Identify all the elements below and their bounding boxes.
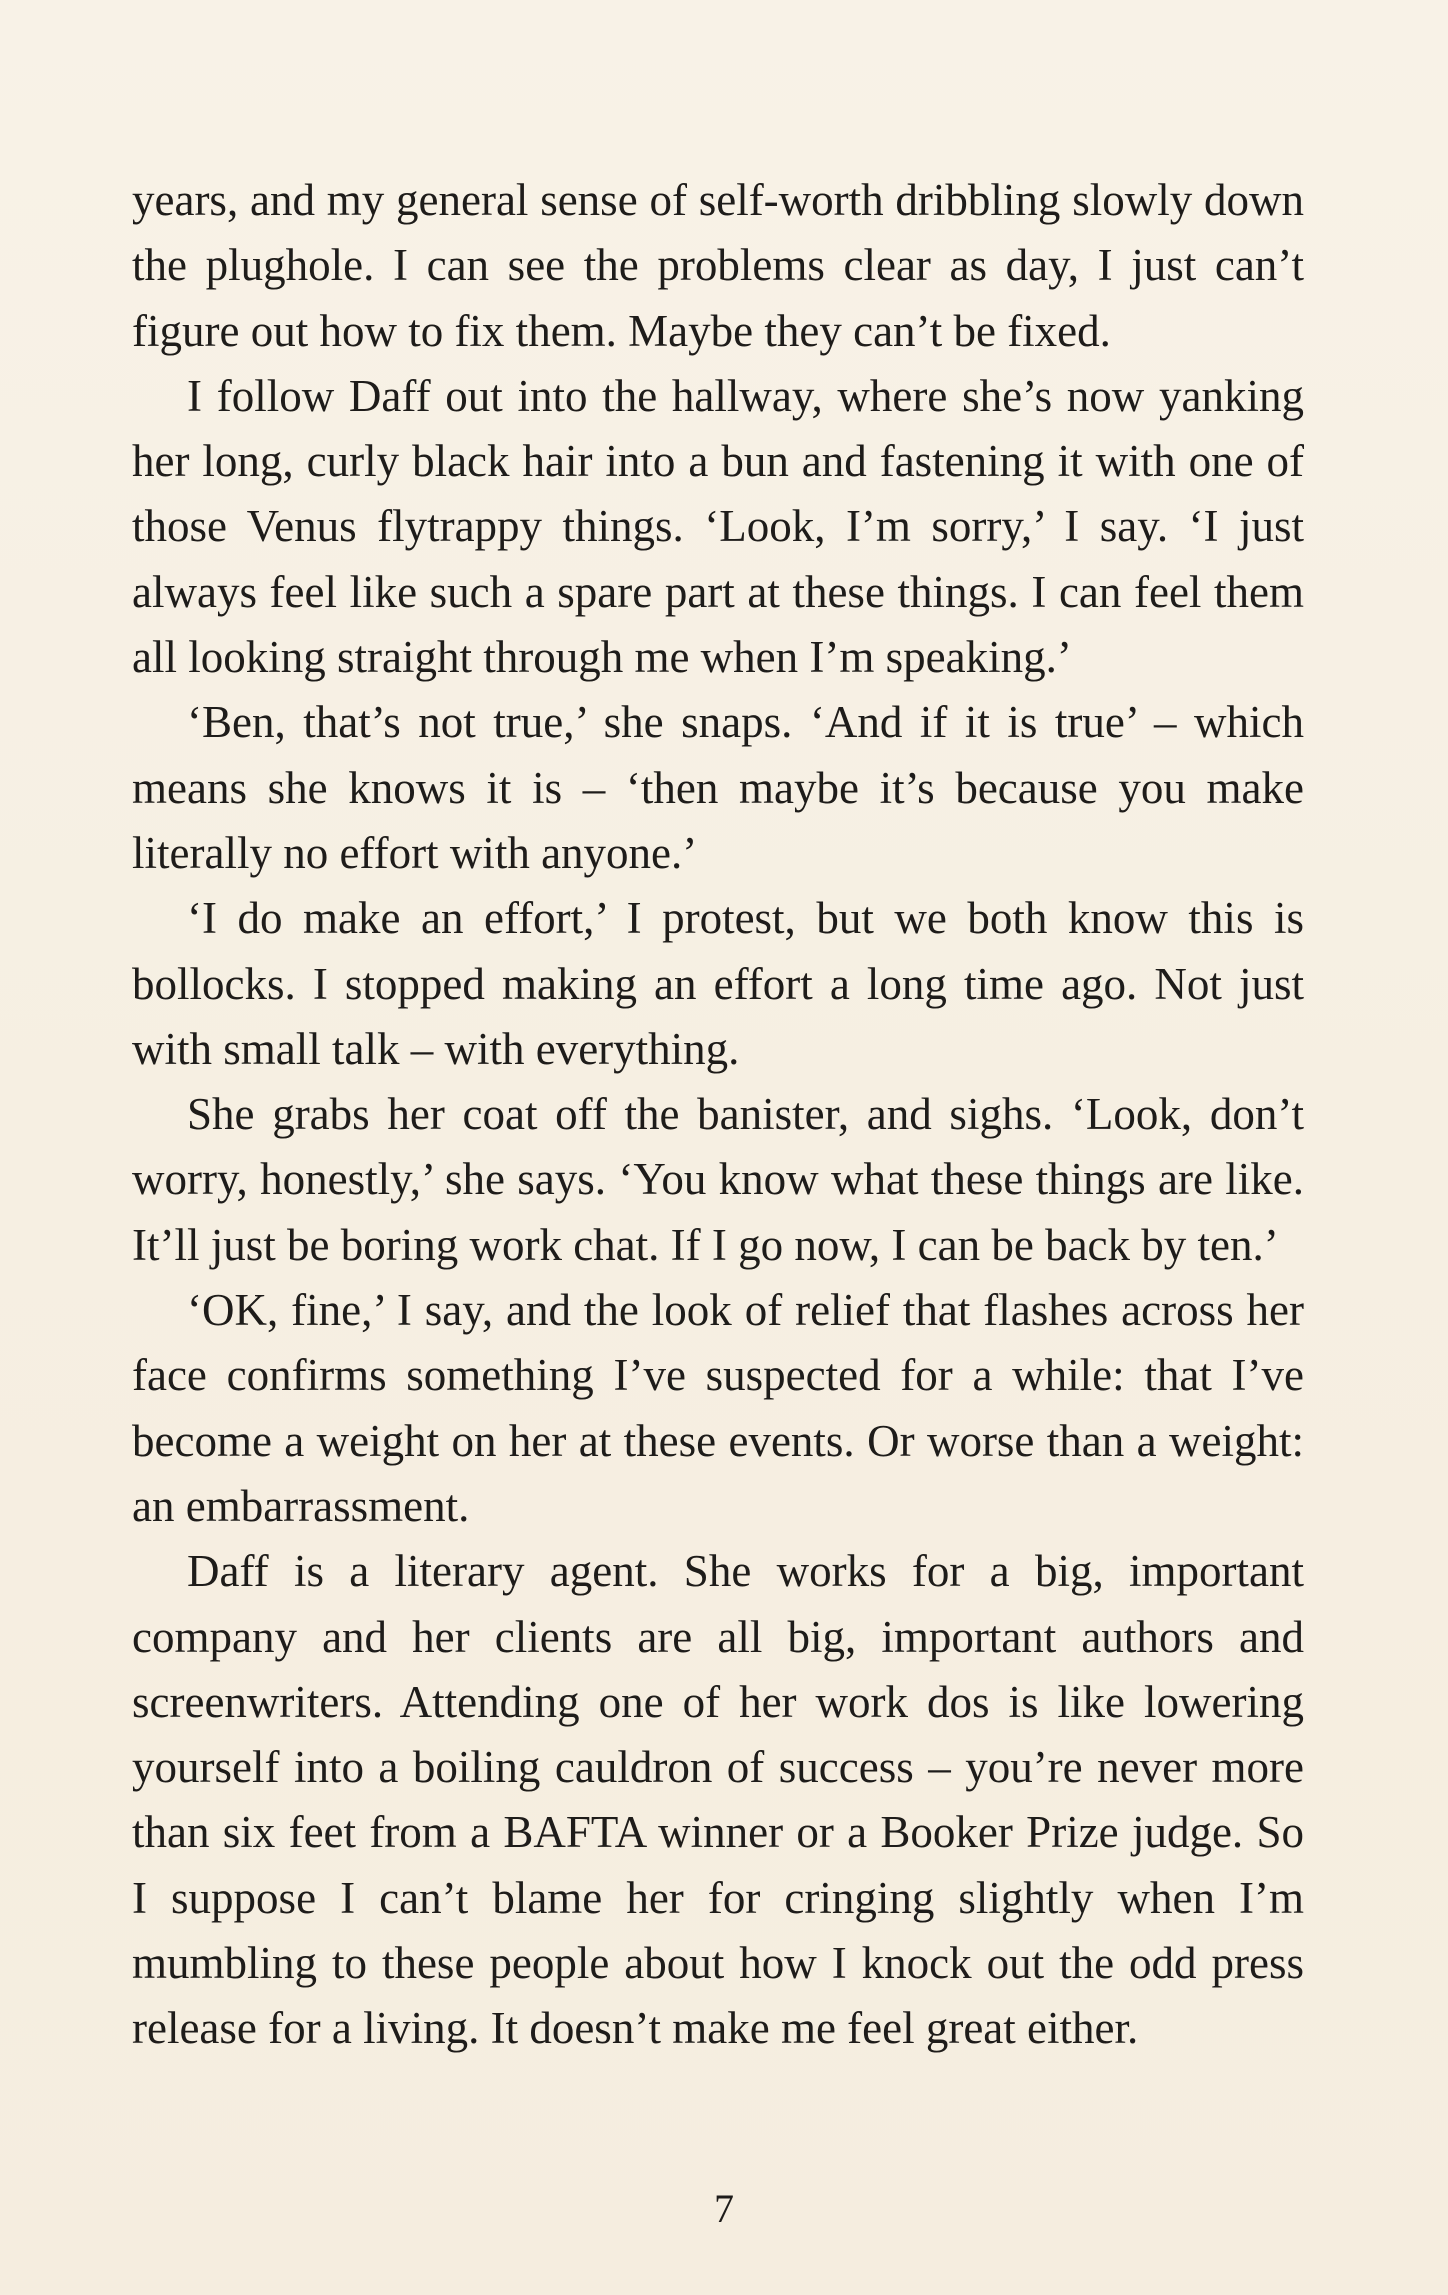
paragraph-4: ‘I do make an effort,’ I protest, but we both know this is bollocks. I stopped making an effort a long time ago. Not just with small talk – with everything. [132, 893, 1304, 1074]
paragraph-5: She grabs her coat off the banister, and sighs. ‘Look, don’t worry, honestly,’ she says. ‘You know what these things are like. It’ll just be boring work chat. If I go now, I can be back by ten.’ [132, 1089, 1304, 1270]
body-text [132, 168, 1304, 2062]
paragraph-3: ‘Ben, that’s not true,’ she snaps. ‘And if it is true’ – which means she knows it is – ‘then maybe it’s because you make literally no effort with anyone.’ [132, 697, 1304, 878]
paragraph-6: ‘OK, fine,’ I say, and the look of relief that flashes across her face confirms something I’ve suspected for a while: that I’ve become a weight on her at these events. Or worse than a weight: an embarrassment. [132, 1285, 1304, 1531]
paragraph-2: I follow Daff out into the hallway, where she’s now yanking her long, curly black hair into a bun and fastening it with one of those Venus flytrappy things. ‘Look, I’m sorry,’ I say. ‘I just always feel like such a spare part at these things. I can feel them all looking straight through me when I’m speaking.’ [132, 370, 1304, 683]
page-number: 7 [714, 2186, 734, 2231]
paragraph-7: Daff is a literary agent. She works for a big, important company and her clients are all big, important authors and screenwriters. Attending one of her work dos is like lowering yourself into a boiling cauldron of success – you’re never more than six feet from a BAFTA winner or a Booker Prize judge. So I suppose I can’t blame her for cringing slightly when I’m mumbling to these people about how I knock out the odd press release for a living. It doesn’t make me feel great either. [132, 1546, 1304, 2054]
paragraph-1: years, and my general sense of self-worth dribbling slowly down the plughole. I can see the problems clear as day, I just can’t figure out how to fix them. Maybe they can’t be fixed. [132, 175, 1304, 356]
